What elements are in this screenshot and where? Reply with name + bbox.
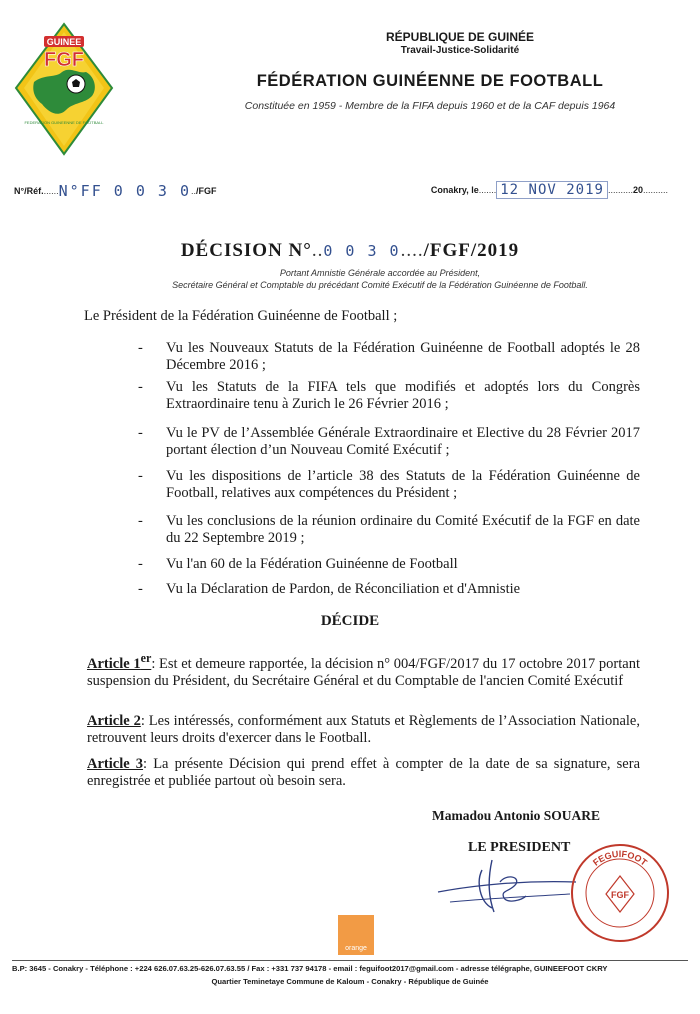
consideration-item: - Vu la Déclaration de Pardon, de Réconciliation et d'Amnistie — [138, 581, 521, 597]
consideration-item: - Vu l'an 60 de la Fédération Guinéenne de Football — [138, 556, 458, 572]
article-text: : La présente Décision qui prend effet à compter de la date de sa signature, sera enregistrée et publiée partout où besoin sera. — [87, 756, 640, 789]
reference-label: N°/Réf. — [14, 186, 44, 196]
federation-title: FÉDÉRATION GUINÉENNE DE FOOTBALL — [256, 72, 604, 90]
reference-line: N°/Réf.......N°FF 0 0 3 0../FGF — [14, 182, 217, 200]
footer-address: Quartier Teminetaye Commune de Kaloum - Conakry - République de Guinée — [211, 977, 489, 986]
consideration-item: - Vu les dispositions de l’article 38 des Statuts de la Fédération Guinéenne de Football, relatives aux compétences du Président ; — [138, 468, 640, 501]
seal-text: FEGUIFOOT — [591, 848, 649, 868]
intro-text: Le Président de la Fédération Guinéenne de Football ; — [84, 308, 398, 324]
watermark-label: orange — [345, 945, 367, 952]
year-prefix: 20 — [632, 185, 643, 195]
article-text: : Est et demeure rapportée, la décision n° 004/FGF/2017 du 17 octobre 2017 portant suspension du Président, du Secrétaire Général et du Comptable de l'ancien Comité Exécutif — [87, 655, 640, 689]
decision-subtitle-2: Secrétaire Général et Comptable du précédant Comité Exécutif de la Fédération Guinéenne de Football. — [172, 280, 588, 290]
city-label: Conakry, le — [430, 185, 479, 195]
article-label: Article 1er — [87, 651, 152, 672]
svg-text:FEGUIFOOT — [591, 849, 649, 868]
date-stamp: 12 NOV 2019 — [496, 181, 608, 199]
article-label: Article 3 — [87, 756, 144, 772]
footer-divider — [12, 960, 688, 961]
fgf-logo — [14, 22, 114, 157]
decision-subtitle-1: Portant Amnistie Générale accordée au Président, — [279, 268, 481, 278]
signatory-name: Mamadou Antonio SOUARE — [432, 808, 601, 823]
date-line: Conakry, le....... 12 NOV 2019 ..........20.......... — [430, 182, 668, 198]
logo-initials: FGF — [44, 49, 84, 71]
article-label: Article 2 — [87, 713, 141, 729]
handwritten-signature — [430, 852, 580, 922]
federation-constitution: Constituée en 1959 - Membre de la FIFA depuis 1960 et de la CAF depuis 1964 — [244, 100, 616, 112]
consideration-item: - Vu le PV de l’Assemblée Générale Extraordinaire et Elective du 28 Février 2017 portant élection d’un Nouveau Comité Exécutif ; — [138, 425, 640, 458]
decision-number-stamp: 0 0 3 0 — [323, 242, 401, 260]
logo-text: GUINEE — [46, 37, 82, 47]
reference-suffix: /FGF — [196, 186, 217, 196]
republic-title: RÉPUBLIQUE DE GUINÉE — [385, 30, 535, 44]
official-seal — [568, 842, 672, 944]
article-1 — [87, 650, 640, 690]
orange-watermark-logo — [338, 915, 374, 955]
consideration-item: - Vu les conclusions de la réunion ordinaire du Comité Exécutif de la FGF en date du 22 Septembre 2019 ; — [138, 513, 640, 546]
decision-title: DÉCISION N°..0 0 3 0..../FGF/2019 — [180, 240, 520, 261]
reference-stamp: N°FF 0 0 3 0 — [58, 182, 191, 200]
footer-contact: B.P: 3645 - Conakry - Téléphone : +224 626.07.63.25-626.07.63.55 / Fax : +331 737 94178 - email : feguifoot2017@gmail.com - adresse télégraphe, GUINEEFOOT CKRY — [12, 964, 608, 973]
seal-initials: FGF — [611, 890, 629, 900]
logo-ring-text: FEDERATION GUINEENNE DE FOOTBALL — [24, 120, 104, 125]
decision-title-prefix: DÉCISION N° — [180, 240, 312, 261]
article-2 — [87, 713, 640, 747]
consideration-item: - Vu les Nouveaux Statuts de la Fédération Guinéenne de Football adoptés le 28 Décembre 2016 ; — [138, 340, 640, 373]
article-3 — [87, 756, 640, 790]
decision-title-suffix: /FGF/2019 — [423, 240, 520, 261]
consideration-item: - Vu les Statuts de la FIFA tels que modifiés et adoptés lors du Congrès Extraordinaire tenu à Zurich le 26 Février 2016 ; — [138, 379, 640, 412]
national-motto: Travail-Justice-Solidarité — [400, 45, 520, 56]
signatory-title: LE PRESIDENT — [468, 840, 571, 855]
article-text: : Les intéressés, conformément aux Statuts et Règlements de l’Association Nationale, retrouvent leurs droits d'exercer dans le Football. — [87, 713, 640, 746]
decide-heading: DÉCIDE — [320, 613, 380, 629]
